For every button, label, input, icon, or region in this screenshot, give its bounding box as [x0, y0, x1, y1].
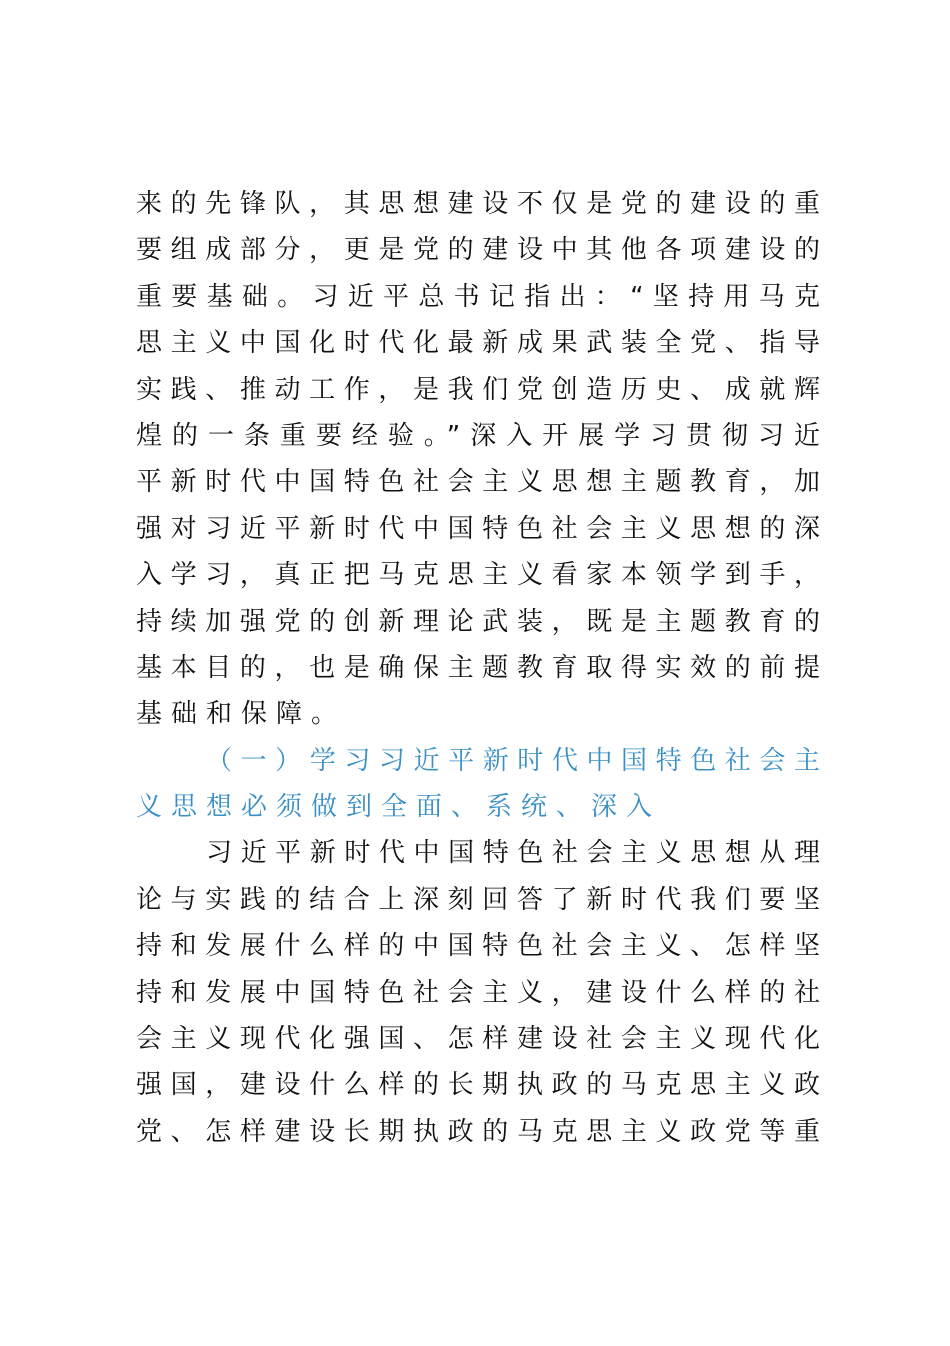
text-line: 强对习近平新时代中国特色社会主义思想的深 [136, 513, 820, 544]
text-line: 党、怎样建设长期执政的马克思主义政党等重 [136, 1116, 820, 1147]
text-line: 思主义中国化时代化最新成果武装全党、指导 [136, 328, 820, 359]
document-body [136, 181, 820, 1155]
text-line: 强国，建设什么样的长期执政的马克思主义政 [136, 1070, 820, 1101]
text-line: 来的先锋队，其思想建设不仅是党的建设的重 [136, 189, 820, 219]
text-line: 持和发展什么样的中国特色社会主义、怎样坚 [136, 931, 820, 962]
paragraph-1 [136, 181, 820, 738]
text-line: 入学习，真正把马克思主义看家本领学到手， [136, 560, 820, 591]
heading-line: 义思想必须做到全面、系统、深入 [136, 792, 662, 823]
text-line: 持续加强党的创新理论武装，既是主题教育的 [136, 606, 820, 637]
text-line: 实践、推动工作，是我们党创造历史、成就辉 [136, 374, 820, 405]
paragraph-2 [136, 830, 820, 1155]
text-line: 平新时代中国特色社会主义思想主题教育，加 [136, 467, 820, 498]
text-line: 论与实践的结合上深刻回答了新时代我们要坚 [136, 884, 820, 915]
text-line: 重要基础。习近平总书记指出：“坚持用马克 [136, 281, 820, 312]
text-line: 持和发展中国特色社会主义，建设什么样的社 [136, 977, 820, 1008]
text-line: 要组成部分，更是党的建设中其他各项建设的 [136, 235, 820, 266]
section-heading [136, 738, 820, 831]
text-line: 煌的一条重要经验。”深入开展学习贯彻习近 [136, 420, 820, 451]
text-line: 基础和保障。 [136, 699, 347, 730]
text-line: 基本目的，也是确保主题教育取得实效的前提 [136, 652, 820, 683]
text-line: 会主义现代化强国、怎样建设社会主义现代化 [136, 1024, 820, 1055]
heading-line: （一）学习习近平新时代中国特色社会主 [206, 745, 820, 776]
text-line: 习近平新时代中国特色社会主义思想从理 [206, 838, 820, 869]
